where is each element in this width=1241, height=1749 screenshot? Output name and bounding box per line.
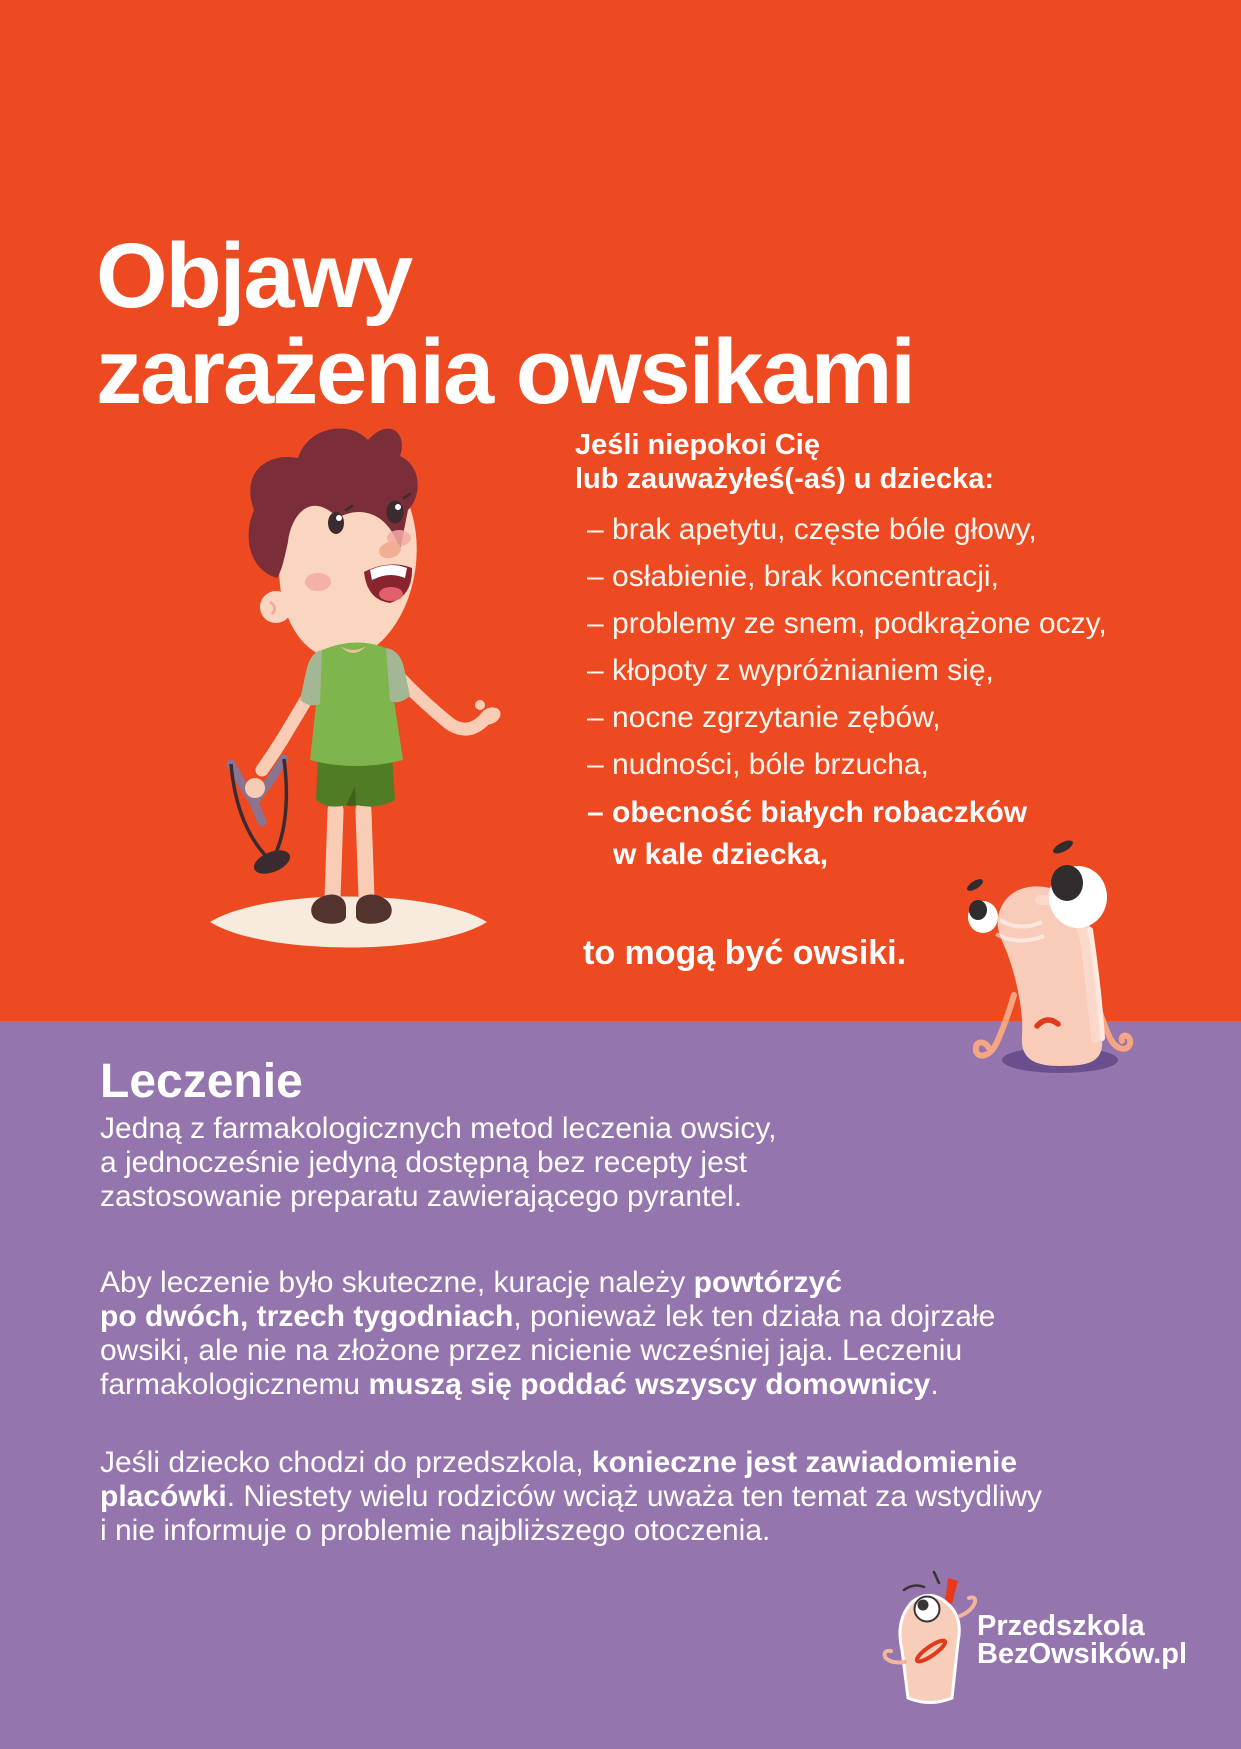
paragraph-line: zastosowanie preparatu zawierającego pyrantel. bbox=[100, 1180, 743, 1213]
paragraph-line bbox=[100, 1266, 995, 1300]
text-segment: farmakologicznemu bbox=[100, 1368, 369, 1401]
symptom-item: – nocne zgrzytanie zębów, bbox=[587, 701, 941, 734]
boy-legs bbox=[324, 802, 375, 908]
paragraph-line: a jednocześnie jedyną dostępną bez recepty jest bbox=[100, 1146, 748, 1179]
paragraph-line bbox=[100, 1368, 995, 1402]
symptom-item: – nudności, bóle brzucha, bbox=[587, 748, 929, 781]
symptoms-list bbox=[587, 506, 1107, 788]
logo-line-2: BezOwsików.pl bbox=[977, 1638, 1188, 1670]
platform-shape bbox=[210, 897, 487, 948]
worried-worm-character bbox=[940, 770, 1241, 1080]
symptoms-heading-line-1: Jeśli niepokoi Cię bbox=[575, 429, 820, 461]
text-segment-bold: powtórzyć bbox=[693, 1266, 843, 1299]
logo-worm-eyebrow bbox=[904, 1586, 924, 1590]
text-segment-bold: po dwóch, trzech tygodniach bbox=[100, 1300, 514, 1333]
slingshot bbox=[231, 759, 293, 878]
text-segment-bold: placówki bbox=[100, 1480, 227, 1513]
symptom-item: – brak apetytu, częste bóle głowy, bbox=[587, 513, 1037, 546]
poster-title bbox=[96, 224, 914, 423]
treatment-paragraph-2 bbox=[100, 1266, 995, 1402]
logo-line-1: Przedszkola bbox=[977, 1610, 1145, 1642]
symptoms-heading-line-2: lub zauważyłeś(-aś) u dziecka: bbox=[575, 463, 995, 495]
symptom-item: – kłopoty z wypróżnianiem się, bbox=[587, 654, 994, 687]
text-segment: . bbox=[930, 1368, 939, 1401]
title-line-1: Objawy bbox=[96, 224, 412, 327]
title-line-2: zarażenia owsikami bbox=[96, 320, 914, 423]
text-segment: i nie informuje o problemie najbliższego otoczenia. bbox=[100, 1514, 771, 1547]
paragraph-line bbox=[100, 1480, 1042, 1514]
symptom-item: – problemy ze snem, podkrążone oczy, bbox=[587, 607, 1107, 640]
text-segment: Jeśli dziecko chodzi do przedszkola, bbox=[100, 1446, 592, 1479]
symptom-highlight-line-1: – obecność białych robaczków bbox=[587, 796, 1028, 829]
stress-mark bbox=[934, 1572, 939, 1583]
treatment-heading: Leczenie bbox=[100, 1055, 303, 1108]
text-segment: , ponieważ lek ten działa na dojrzałe bbox=[513, 1300, 996, 1333]
brand-logo-text bbox=[977, 1612, 1187, 1668]
symptoms-heading bbox=[575, 428, 994, 496]
paragraph-line: Jedną z farmakologicznych metod leczenia owsicy, bbox=[100, 1112, 777, 1145]
symptom-highlight-line-2: w kale dziecka, bbox=[613, 838, 829, 871]
paragraph-line bbox=[100, 1300, 995, 1334]
worm-left-eyebrow bbox=[965, 877, 985, 893]
worm-right-eyebrow bbox=[1051, 838, 1075, 856]
logo-worm-eye bbox=[915, 1597, 940, 1622]
text-segment-bold: konieczne jest zawiadomienie bbox=[591, 1446, 1018, 1479]
worm-mascot-logo-icon bbox=[860, 1560, 990, 1710]
symptoms-conclusion: to mogą być owsiki. bbox=[583, 934, 907, 972]
text-segment: . Niestety wielu rodziców wciąż uważa ten temat za wstydliwy bbox=[226, 1480, 1043, 1513]
treatment-paragraph-3 bbox=[100, 1446, 1042, 1548]
logo-worm-pupil bbox=[918, 1600, 929, 1611]
boy-ear bbox=[260, 591, 292, 623]
paragraph-line bbox=[100, 1334, 995, 1368]
boy-shirt bbox=[300, 642, 410, 766]
text-segment: owsiki, ale nie na złożone przez nicienie wcześniej jaja. Leczeniu bbox=[100, 1334, 963, 1367]
text-segment-bold: muszą się poddać wszyscy domownicy bbox=[368, 1368, 931, 1401]
worm-left-arm bbox=[976, 995, 1014, 1056]
text-segment: Aby leczenie było skuteczne, kurację należy bbox=[100, 1266, 694, 1299]
treatment-paragraph-1 bbox=[100, 1112, 776, 1214]
paragraph-line bbox=[100, 1514, 1042, 1548]
logo-worm-right-arm bbox=[960, 1598, 975, 1617]
boy-with-slingshot-illustration bbox=[150, 410, 520, 970]
symptom-item: – osłabienie, brak koncentracji, bbox=[587, 560, 999, 593]
paragraph-line bbox=[100, 1446, 1042, 1480]
